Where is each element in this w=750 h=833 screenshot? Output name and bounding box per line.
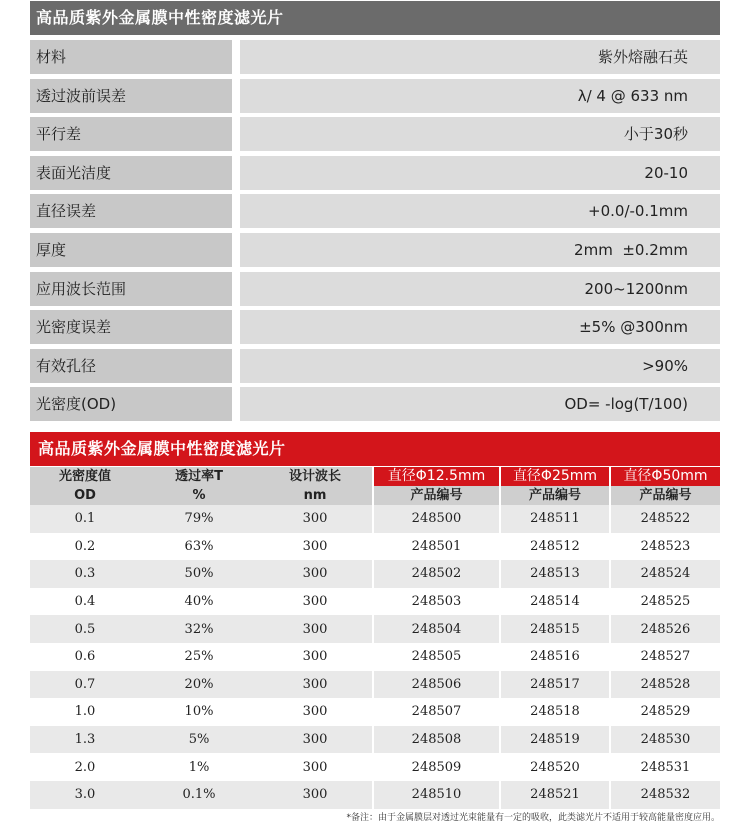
- spec-label: 材料: [30, 40, 232, 74]
- cell-part-12-5: 248510: [373, 781, 500, 809]
- spec-section-title: 高品质紫外金属膜中性密度滤光片: [30, 1, 720, 35]
- header-diameter-12-5: 直径Φ12.5mm: [373, 467, 500, 486]
- cell-transmission: 32%: [140, 615, 258, 643]
- spec-value: 20-10: [240, 156, 720, 190]
- header-od-unit: OD: [30, 486, 140, 505]
- spec-label: 直径误差: [30, 194, 232, 228]
- cell-transmission: 5%: [140, 726, 258, 754]
- cell-part-12-5: 248501: [373, 533, 500, 561]
- cell-part-12-5: 248505: [373, 643, 500, 671]
- table-row: [30, 753, 720, 781]
- cell-part-50: 248531: [610, 753, 720, 781]
- cell-part-50: 248524: [610, 560, 720, 588]
- header-part-number: 产品编号: [610, 486, 720, 505]
- cell-wavelength: 300: [258, 643, 373, 671]
- table-row: [30, 726, 720, 754]
- cell-od: 0.3: [30, 560, 140, 588]
- cell-transmission: 10%: [140, 698, 258, 726]
- spec-label: 光密度(OD): [30, 387, 232, 421]
- cell-wavelength: 300: [258, 726, 373, 754]
- cell-part-25: 248513: [500, 560, 610, 588]
- table-row: [30, 533, 720, 561]
- table-row: [30, 671, 720, 699]
- spec-row-diameter-tolerance: [30, 194, 720, 228]
- header-diameter-50: 直径Φ50mm: [610, 467, 720, 486]
- table-row: [30, 698, 720, 726]
- product-table-title: 高品质紫外金属膜中性密度滤光片: [30, 432, 720, 466]
- cell-part-12-5: 248504: [373, 615, 500, 643]
- cell-part-12-5: 248503: [373, 588, 500, 616]
- header-transmission-unit: %: [140, 486, 258, 505]
- header-transmission: 透过率T: [140, 467, 258, 486]
- spec-value: +0.0/-0.1mm: [240, 194, 720, 228]
- cell-od: 0.1: [30, 505, 140, 533]
- header-part-number: 产品编号: [500, 486, 610, 505]
- cell-od: 0.6: [30, 643, 140, 671]
- cell-part-25: 248518: [500, 698, 610, 726]
- spec-value: 2mm ±0.2mm: [240, 233, 720, 267]
- table-row: [30, 643, 720, 671]
- cell-part-25: 248521: [500, 781, 610, 809]
- spec-row-optical-density: [30, 387, 720, 421]
- cell-part-50: 248526: [610, 615, 720, 643]
- cell-part-12-5: 248507: [373, 698, 500, 726]
- cell-part-25: 248519: [500, 726, 610, 754]
- cell-transmission: 63%: [140, 533, 258, 561]
- cell-transmission: 40%: [140, 588, 258, 616]
- spec-row-clear-aperture: [30, 349, 720, 383]
- cell-part-25: 248511: [500, 505, 610, 533]
- cell-part-25: 248516: [500, 643, 610, 671]
- cell-part-12-5: 248508: [373, 726, 500, 754]
- cell-wavelength: 300: [258, 781, 373, 809]
- cell-wavelength: 300: [258, 698, 373, 726]
- spec-label: 平行差: [30, 117, 232, 151]
- spec-value: >90%: [240, 349, 720, 383]
- table-row: [30, 588, 720, 616]
- cell-od: 0.4: [30, 588, 140, 616]
- cell-part-25: 248514: [500, 588, 610, 616]
- spec-label: 光密度误差: [30, 310, 232, 344]
- spec-value: OD= -log(T/100): [240, 387, 720, 421]
- spec-label: 有效孔径: [30, 349, 232, 383]
- table-row: [30, 505, 720, 533]
- spec-value: ±5% @300nm: [240, 310, 720, 344]
- cell-part-25: 248520: [500, 753, 610, 781]
- cell-part-50: 248530: [610, 726, 720, 754]
- cell-wavelength: 300: [258, 505, 373, 533]
- cell-transmission: 79%: [140, 505, 258, 533]
- spec-row-surface-quality: [30, 156, 720, 190]
- cell-part-50: 248525: [610, 588, 720, 616]
- cell-part-12-5: 248509: [373, 753, 500, 781]
- spec-row-material: [30, 40, 720, 74]
- cell-part-50: 248532: [610, 781, 720, 809]
- cell-part-12-5: 248506: [373, 671, 500, 699]
- spec-row-thickness: [30, 233, 720, 267]
- spec-list: [30, 40, 720, 426]
- spec-value: 紫外熔融石英: [240, 40, 720, 74]
- cell-transmission: 25%: [140, 643, 258, 671]
- cell-wavelength: 300: [258, 560, 373, 588]
- cell-wavelength: 300: [258, 615, 373, 643]
- spec-value: 小于30秒: [240, 117, 720, 151]
- cell-wavelength: 300: [258, 671, 373, 699]
- cell-part-50: 248527: [610, 643, 720, 671]
- cell-od: 1.0: [30, 698, 140, 726]
- cell-wavelength: 300: [258, 588, 373, 616]
- cell-part-50: 248529: [610, 698, 720, 726]
- header-diameter-25: 直径Φ25mm: [500, 467, 610, 486]
- cell-part-25: 248517: [500, 671, 610, 699]
- spec-label: 应用波长范围: [30, 272, 232, 306]
- spec-label: 透过波前误差: [30, 79, 232, 113]
- cell-od: 0.2: [30, 533, 140, 561]
- spec-label: 厚度: [30, 233, 232, 267]
- cell-transmission: 20%: [140, 671, 258, 699]
- spec-label: 表面光洁度: [30, 156, 232, 190]
- table-row: [30, 781, 720, 809]
- cell-part-12-5: 248502: [373, 560, 500, 588]
- cell-wavelength: 300: [258, 533, 373, 561]
- cell-part-25: 248512: [500, 533, 610, 561]
- cell-part-12-5: 248500: [373, 505, 500, 533]
- cell-part-50: 248523: [610, 533, 720, 561]
- header-od: 光密度值: [30, 467, 140, 486]
- spec-row-parallelism: [30, 117, 720, 151]
- table-row: [30, 615, 720, 643]
- footnote: *备注：由于金属膜层对透过光束能量有一定的吸收，此类滤光片不适用于较高能量密度应用。: [346, 813, 720, 823]
- product-table: [30, 467, 720, 809]
- header-wavelength-unit: nm: [258, 486, 373, 505]
- spec-row-wavelength-range: [30, 272, 720, 306]
- cell-part-50: 248528: [610, 671, 720, 699]
- header-wavelength: 设计波长: [258, 467, 373, 486]
- table-row: [30, 560, 720, 588]
- spec-row-od-tolerance: [30, 310, 720, 344]
- cell-part-50: 248522: [610, 505, 720, 533]
- cell-od: 1.3: [30, 726, 140, 754]
- cell-transmission: 50%: [140, 560, 258, 588]
- cell-od: 0.7: [30, 671, 140, 699]
- cell-wavelength: 300: [258, 753, 373, 781]
- cell-od: 3.0: [30, 781, 140, 809]
- spec-value: 200~1200nm: [240, 272, 720, 306]
- cell-transmission: 1%: [140, 753, 258, 781]
- header-part-number: 产品编号: [373, 486, 500, 505]
- cell-od: 2.0: [30, 753, 140, 781]
- spec-value: λ/ 4 @ 633 nm: [240, 79, 720, 113]
- cell-od: 0.5: [30, 615, 140, 643]
- spec-row-wavefront-error: [30, 79, 720, 113]
- cell-part-25: 248515: [500, 615, 610, 643]
- cell-transmission: 0.1%: [140, 781, 258, 809]
